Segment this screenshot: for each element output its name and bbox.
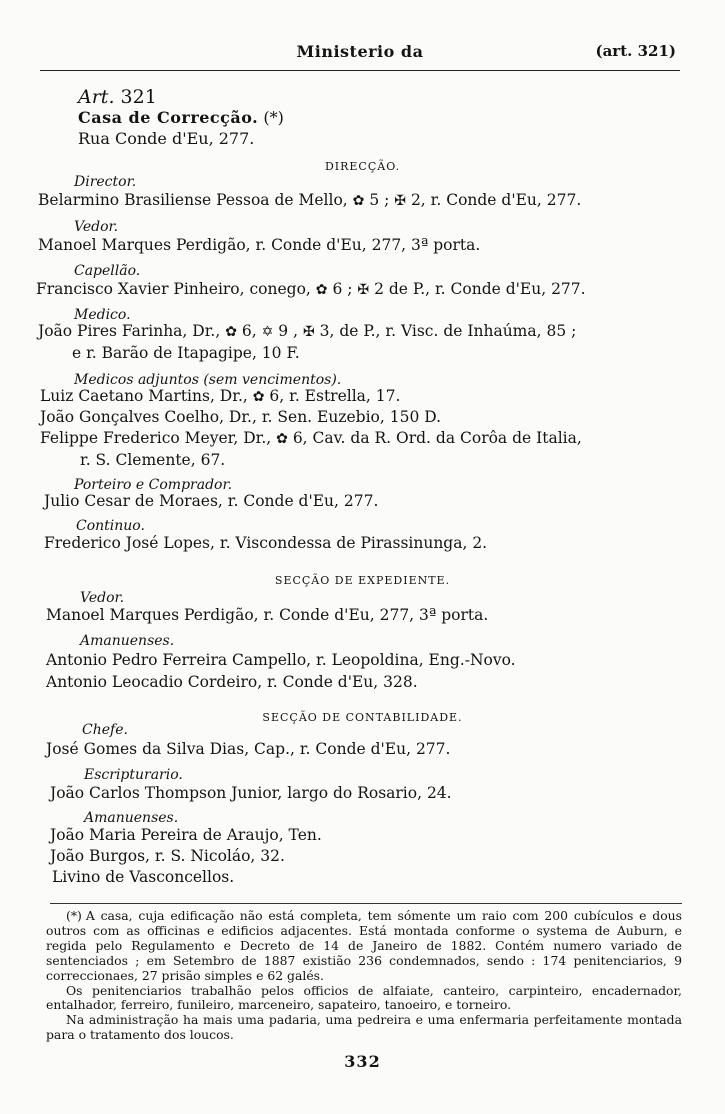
entry-contabilidade-amanuense-1: João Maria Pereira de Araujo, Ten. xyxy=(50,826,322,844)
entry-adjunto-3-continuation: r. S. Clemente, 67. xyxy=(80,451,226,469)
entry-text: Belarmino Brasiliense Pessoa de Mello, xyxy=(38,191,348,209)
entry-text: 6, Cav. da R. Ord. da Corôa de Italia, xyxy=(292,429,582,447)
entry-vedor: Manoel Marques Perdigão, r. Conde d'Eu, 277, 3ª porta. xyxy=(38,236,481,254)
entry-capellao xyxy=(36,280,586,298)
role-capellao: Capellão. xyxy=(74,263,141,279)
entry-expediente-amanuense-2: Antonio Leocadio Cordeiro, r. Conde d'Eu, 328. xyxy=(46,673,418,691)
institution-name xyxy=(78,108,284,127)
entry-text: 2, r. Conde d'Eu, 277. xyxy=(410,191,582,209)
cross-order-icon: ✠ xyxy=(357,282,370,298)
entry-text: 6, xyxy=(241,322,257,340)
section-heading-direccao: DIRECÇÃO. xyxy=(324,160,401,173)
role-director: Director. xyxy=(74,174,137,190)
entry-director xyxy=(38,191,581,209)
entry-porteiro: Julio Cesar de Moraes, r. Conde d'Eu, 277. xyxy=(44,492,379,510)
entry-contabilidade-amanuense-2: João Burgos, r. S. Nicoláo, 32. xyxy=(50,847,285,865)
entry-text: Luiz Caetano Martins, Dr., xyxy=(40,387,248,405)
role-vedor: Vedor. xyxy=(74,219,119,235)
rose-order-icon: ✿ xyxy=(352,193,365,209)
entry-text: 3, de P., r. Visc. de Inhaúma, 85 ; xyxy=(319,322,577,340)
cross-order-icon: ✠ xyxy=(302,324,315,340)
entry-text: 6, r. Estrella, 17. xyxy=(269,387,401,405)
entry-expediente-vedor: Manoel Marques Perdigão, r. Conde d'Eu, 277, 3ª porta. xyxy=(46,606,489,624)
entry-text: 9 , xyxy=(278,322,298,340)
entry-text: Felippe Frederico Meyer, Dr., xyxy=(40,429,272,447)
role-escripturario: Escripturario. xyxy=(84,767,183,783)
role-porteiro: Porteiro e Comprador. xyxy=(74,477,233,493)
footnote-divider xyxy=(50,903,682,904)
entry-text: 2 de P., r. Conde d'Eu, 277. xyxy=(374,280,586,298)
institution-title: Casa de Correcção. xyxy=(78,108,259,127)
institution-address: Rua Conde d'Eu, 277. xyxy=(78,129,255,148)
rose-order-icon: ✿ xyxy=(276,431,288,447)
section-heading-contabilidade: SECÇÃO DE CONTABILIDADE. xyxy=(262,711,463,724)
footnote-mark: (*) xyxy=(263,108,284,127)
rose-order-icon: ✿ xyxy=(315,282,328,298)
role-expediente-vedor: Vedor. xyxy=(80,590,125,606)
entry-escripturario: João Carlos Thompson Junior, largo do Rosario, 24. xyxy=(50,784,452,802)
rose-order-icon: ✿ xyxy=(225,324,237,340)
cross-order-icon: ✠ xyxy=(394,193,406,209)
article-number: 321 xyxy=(120,86,157,108)
footnote-text: A casa, cuja edificação não está completa, tem sómente um raio com 200 cubículos e dous outros com as officinas e edificios adjacentes. Está montada conforme o systema de Auburn, e regida pelo Regulamento e Decreto de 14 de Janeiro de 1882. Contém numero variado de sentenciados ; em Setembro de 1887 existião 236 condemnados, sendo : 174 penitenciarios, 9 correccionaes, 27 prisão simples e 62 galés. xyxy=(46,908,682,983)
footnote-paragraph-2: Os penitenciarios trabalhão pelos officios de alfaiate, canteiro, carpinteiro, encadernador, entalhador, ferreiro, funileiro, marceneiro, sapateiro, tanoeiro, e torneiro. xyxy=(46,982,682,1013)
entry-expediente-amanuense-1: Antonio Pedro Ferreira Campello, r. Leopoldina, Eng.-Novo. xyxy=(46,651,516,669)
footnote-paragraph-1 xyxy=(46,909,682,984)
section-heading-expediente: SECÇÃO DE EXPEDIENTE. xyxy=(274,574,451,587)
entry-adjunto-3 xyxy=(40,429,582,447)
entry-text: Francisco Xavier Pinheiro, conego, xyxy=(36,280,311,298)
role-contabilidade-amanuenses: Amanuenses. xyxy=(84,810,179,826)
role-chefe: Chefe. xyxy=(82,722,128,738)
entry-continuo: Frederico José Lopes, r. Viscondessa de Pirassinunga, 2. xyxy=(44,534,488,552)
entry-text: João Pires Farinha, Dr., xyxy=(38,322,221,340)
entry-adjunto-1 xyxy=(40,387,400,405)
role-medico: Medico. xyxy=(74,307,131,323)
entry-medico-continuation: e r. Barão de Itapagipe, 10 F. xyxy=(72,344,300,362)
article-heading xyxy=(78,86,157,108)
entry-text: 6 ; xyxy=(332,280,353,298)
role-continuo: Continuo. xyxy=(76,518,145,534)
entry-contabilidade-amanuense-3: Livino de Vasconcellos. xyxy=(52,868,235,886)
article-label: Art. xyxy=(78,86,115,108)
footnote xyxy=(46,909,682,1043)
entry-chefe: José Gomes da Silva Dias, Cap., r. Conde d'Eu, 277. xyxy=(46,740,451,758)
entry-text: 5 ; xyxy=(369,191,390,209)
running-header xyxy=(40,40,680,71)
footnote-paragraph-3: Na administração ha mais uma padaria, uma pedreira e uma enfermaria perfeitamente montada para o tratamento dos loucos. xyxy=(46,1012,682,1043)
header-title: Ministerio da xyxy=(296,42,424,61)
entry-medico xyxy=(38,322,576,340)
role-medicos-adjuntos: Medicos adjuntos (sem vencimentos). xyxy=(74,372,342,388)
rose-order-icon: ✿ xyxy=(252,389,265,405)
entry-adjunto-2: João Gonçalves Coelho, Dr., r. Sen. Euzebio, 150 D. xyxy=(40,408,442,426)
page-number: 332 xyxy=(344,1052,381,1071)
role-expediente-amanuenses: Amanuenses. xyxy=(80,633,175,649)
header-article-ref: (art. 321) xyxy=(595,42,676,60)
star-order-icon: ✡ xyxy=(261,324,274,340)
footnote-mark: (*) xyxy=(66,908,82,923)
